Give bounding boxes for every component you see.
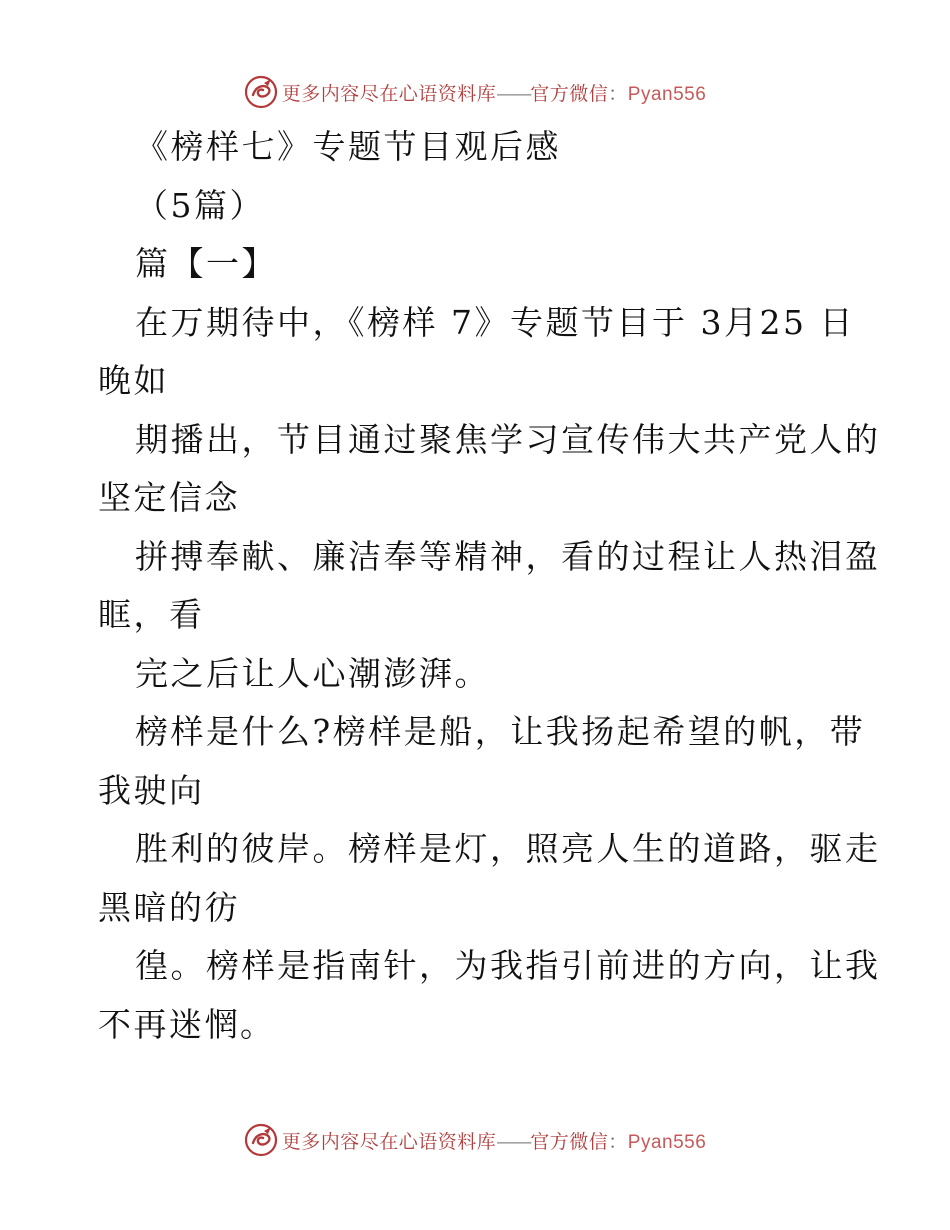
swirl-logo-icon bbox=[244, 75, 278, 109]
banner-dash: —— bbox=[496, 82, 531, 105]
banner-slogan: 更多内容尽在心语资料库 bbox=[281, 1130, 497, 1153]
paragraph-line: 晚如 bbox=[98, 361, 169, 400]
banner-dash: —— bbox=[496, 1130, 531, 1153]
document-title: 《榜样七》专题节目观后感 bbox=[135, 127, 561, 166]
paragraph-line: 坚定信念 bbox=[98, 478, 240, 517]
banner-wechat-id: Pyan556 bbox=[627, 83, 707, 105]
banner-separator: ： bbox=[608, 82, 628, 105]
banner-wechat-label: 官方微信 bbox=[530, 1130, 609, 1153]
banner-wechat-id: Pyan556 bbox=[627, 1131, 707, 1153]
banner-wechat-label: 官方微信 bbox=[530, 82, 609, 105]
paragraph-line: 榜样是什么?榜样是船，让我扬起希望的帆，带 bbox=[135, 712, 866, 751]
banner-text bbox=[282, 1127, 707, 1154]
header-banner bbox=[0, 72, 950, 112]
paragraph-line: 黑暗的彷 bbox=[98, 887, 240, 927]
banner-content bbox=[244, 75, 707, 109]
paragraph-line: 在万期待中，《榜样 7》专题节目于 3月25 日 bbox=[135, 302, 855, 342]
banner-text bbox=[282, 79, 707, 106]
paragraph-line: 拼搏奉献、廉洁奉等精神，看的过程让人热泪盈 bbox=[135, 536, 881, 576]
paragraph-line: 期播出，节目通过聚焦学习宣传伟大共产党人的 bbox=[135, 419, 881, 459]
paragraph-line: 徨。榜样是指南针，为我指引前进的方向，让我 bbox=[135, 946, 881, 985]
paragraph-line: 不再迷惘。 bbox=[98, 1004, 276, 1044]
paragraph-line: 我驶向 bbox=[98, 770, 205, 810]
document-subtitle: （5篇） bbox=[135, 185, 265, 225]
paragraph-line: 完之后让人心潮澎湃。 bbox=[135, 653, 490, 693]
banner-content bbox=[244, 1123, 707, 1157]
section-heading: 篇【一】 bbox=[135, 244, 277, 283]
banner-slogan: 更多内容尽在心语资料库 bbox=[281, 82, 497, 105]
paragraph-line: 胜利的彼岸。榜样是灯，照亮人生的道路，驱走 bbox=[135, 829, 881, 868]
document-body bbox=[98, 118, 881, 1054]
paragraph-line: 眶，看 bbox=[98, 595, 205, 634]
banner-separator: ： bbox=[608, 1130, 628, 1153]
footer-banner bbox=[0, 1120, 950, 1160]
swirl-logo-icon bbox=[244, 1123, 278, 1157]
